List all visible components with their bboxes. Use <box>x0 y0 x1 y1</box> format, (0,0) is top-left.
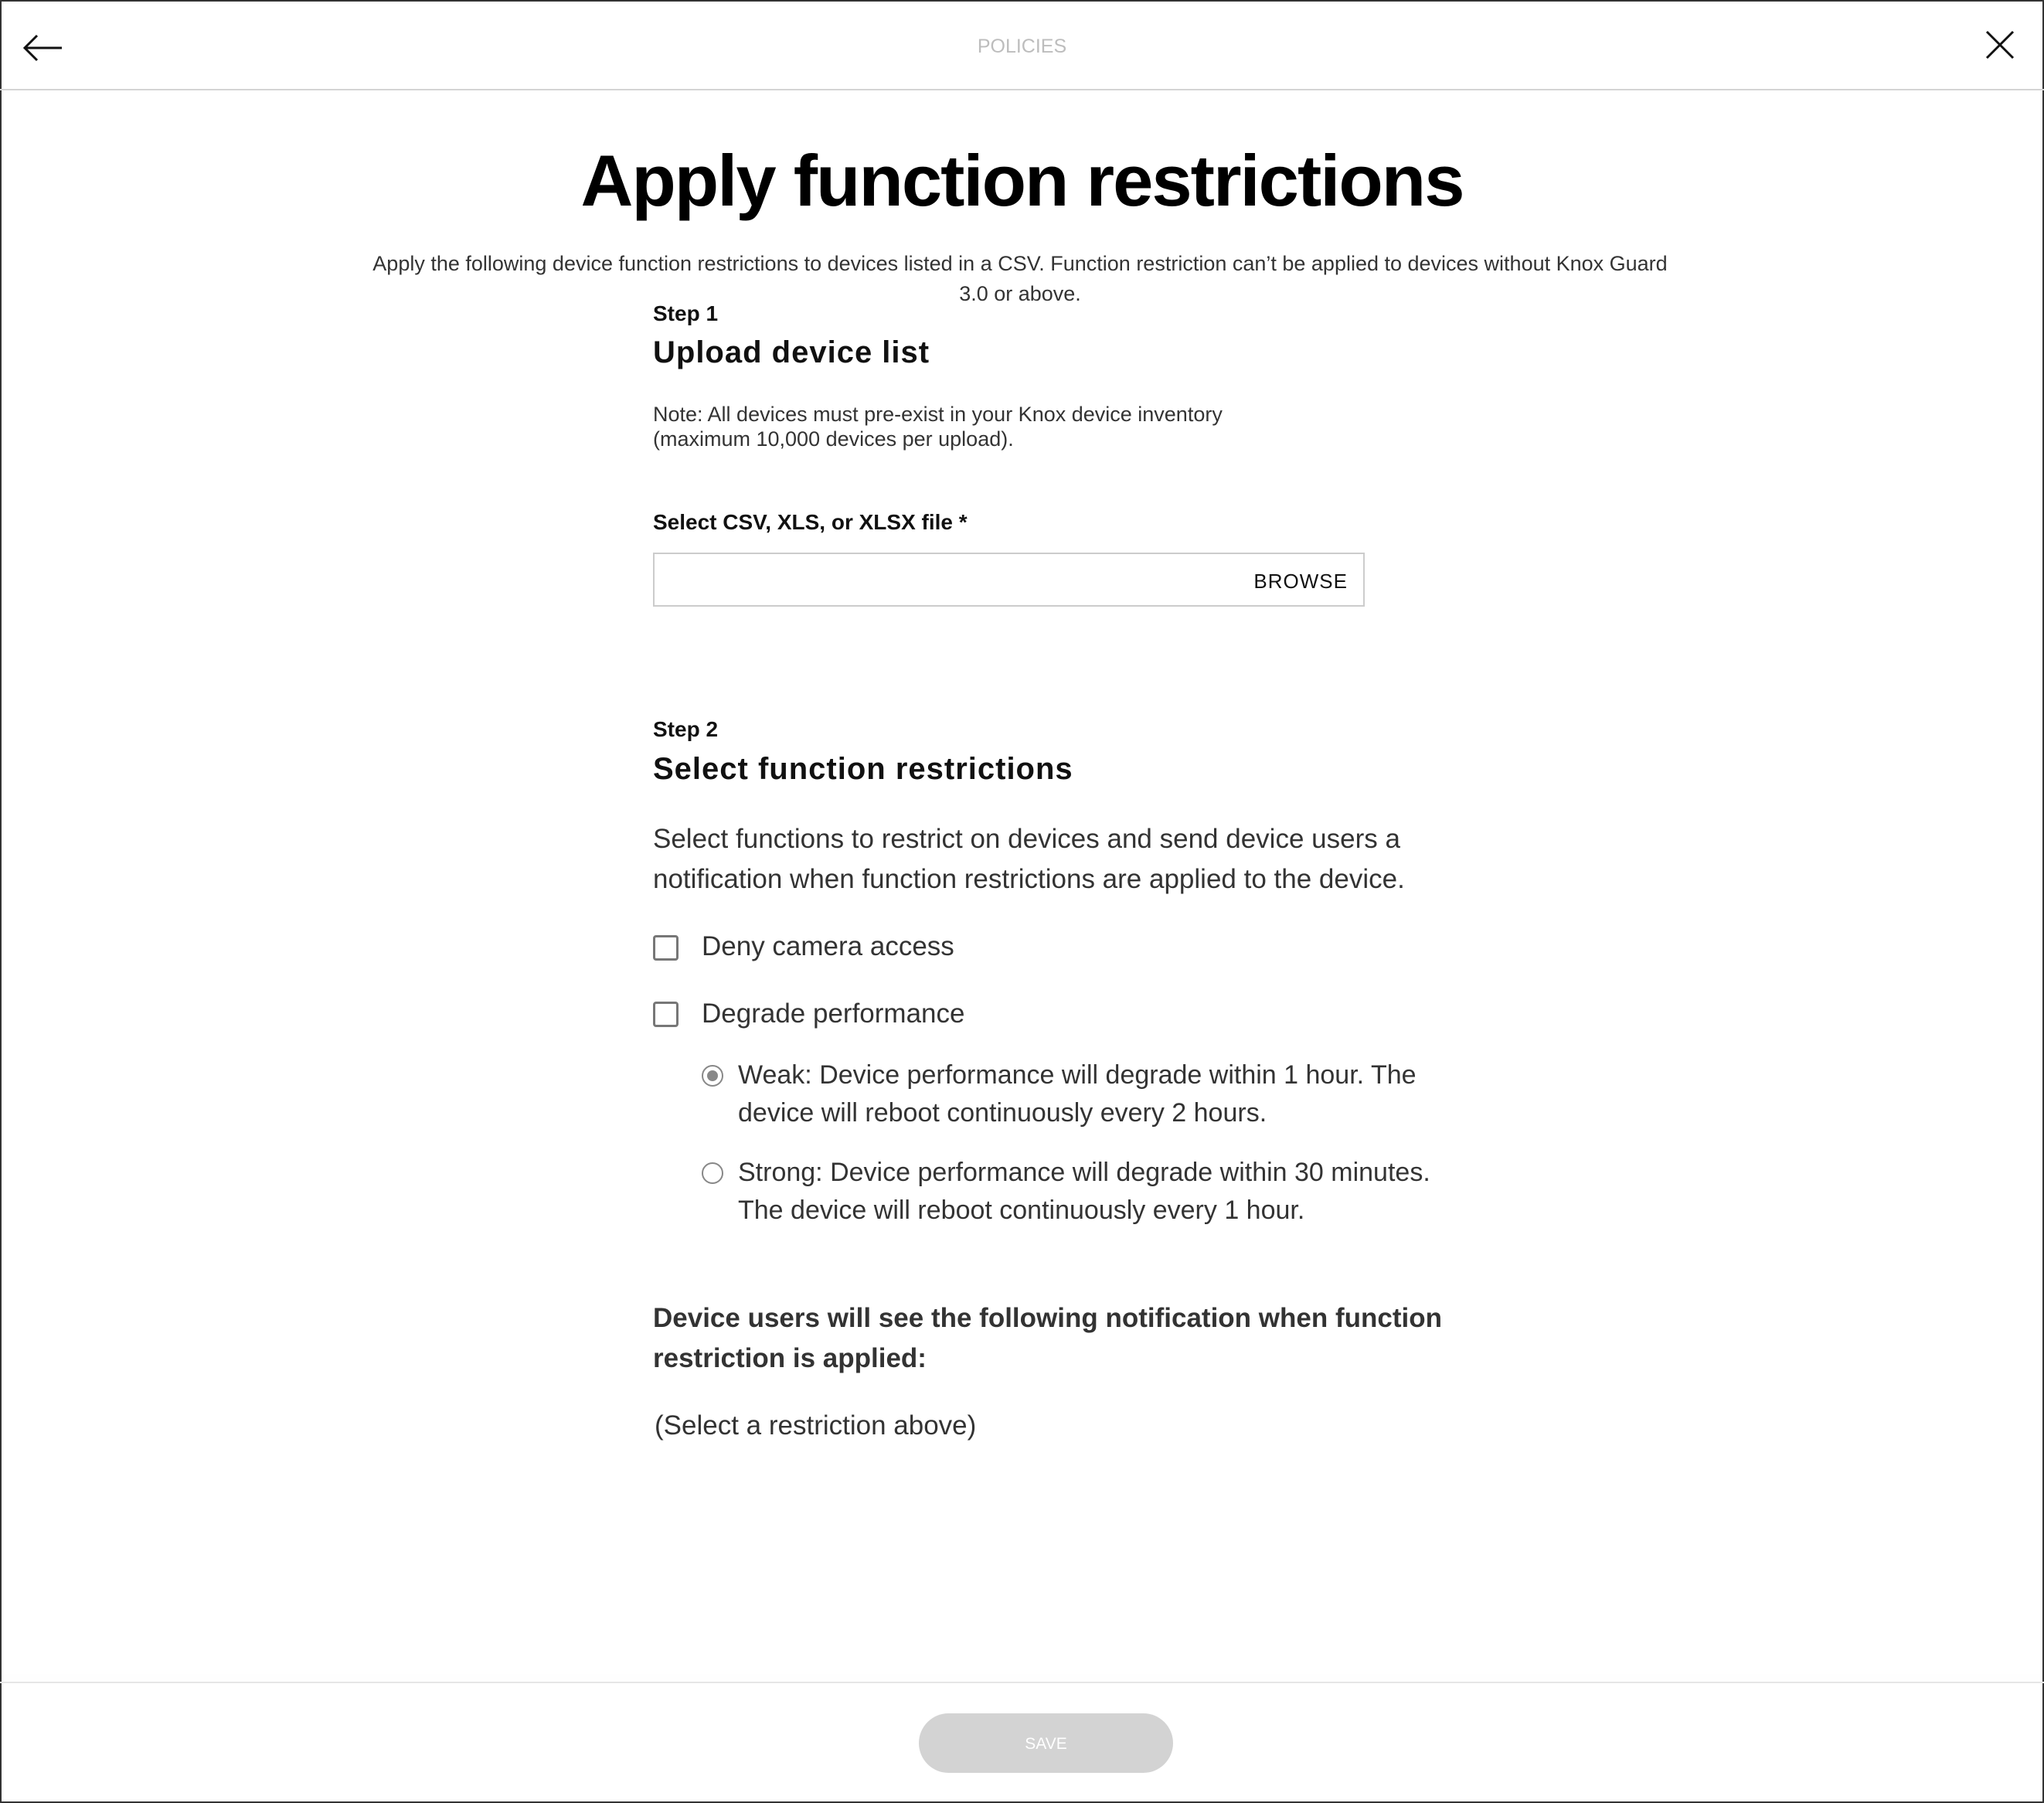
browse-button[interactable]: BROWSE <box>1253 570 1348 593</box>
weak-radio-label[interactable]: Weak: Device performance will degrade within 1 hour. The device will reboot continuously every 2 hours. <box>738 1060 1417 1128</box>
step2-description: Select functions to restrict on devices and send device users a notification when function restrictions are applied to the device. <box>653 824 1405 894</box>
file-input[interactable] <box>653 553 1365 607</box>
notification-preview: (Select a restriction above) <box>655 1410 977 1441</box>
save-button[interactable]: SAVE <box>919 1713 1173 1773</box>
strong-radio[interactable] <box>702 1162 723 1184</box>
degrade-performance-label[interactable]: Degrade performance <box>702 998 965 1029</box>
header-bar <box>0 0 2044 90</box>
deny-camera-label[interactable]: Deny camera access <box>702 931 954 961</box>
step1-label: Step 1 <box>653 301 719 325</box>
deny-camera-checkbox[interactable] <box>653 935 678 961</box>
step1-heading: Upload device list <box>653 335 930 369</box>
note-line: Note: All devices must pre-exist in your Knox device inventory <box>653 403 1223 426</box>
step2-label: Step 2 <box>653 717 719 741</box>
notification-heading: Device users will see the following notification when function restriction is applied: <box>653 1303 1442 1373</box>
strong-radio-label[interactable]: Strong: Device performance will degrade within 30 minutes. The device will reboot continuously every 1 hour. <box>738 1158 1430 1225</box>
weak-radio[interactable] <box>702 1065 723 1087</box>
page-title: Apply function restrictions <box>580 140 1464 221</box>
degrade-performance-checkbox[interactable] <box>653 1002 678 1027</box>
page-subtitle: Apply the following device function restrictions to devices listed in a CSV. Function restriction can’t be applied to devices without Knox Guard 3.0 or above. <box>372 252 1668 305</box>
file-label: Select CSV, XLS, or XLSX file * <box>653 510 968 534</box>
footer-divider <box>0 1682 2044 1683</box>
step1-note <box>653 402 1348 451</box>
header-title: POLICIES <box>977 36 1067 57</box>
note-line: (maximum 10,000 devices per upload). <box>653 427 1014 451</box>
step2-heading: Select function restrictions <box>653 752 1073 786</box>
close-icon[interactable] <box>1984 29 2015 60</box>
